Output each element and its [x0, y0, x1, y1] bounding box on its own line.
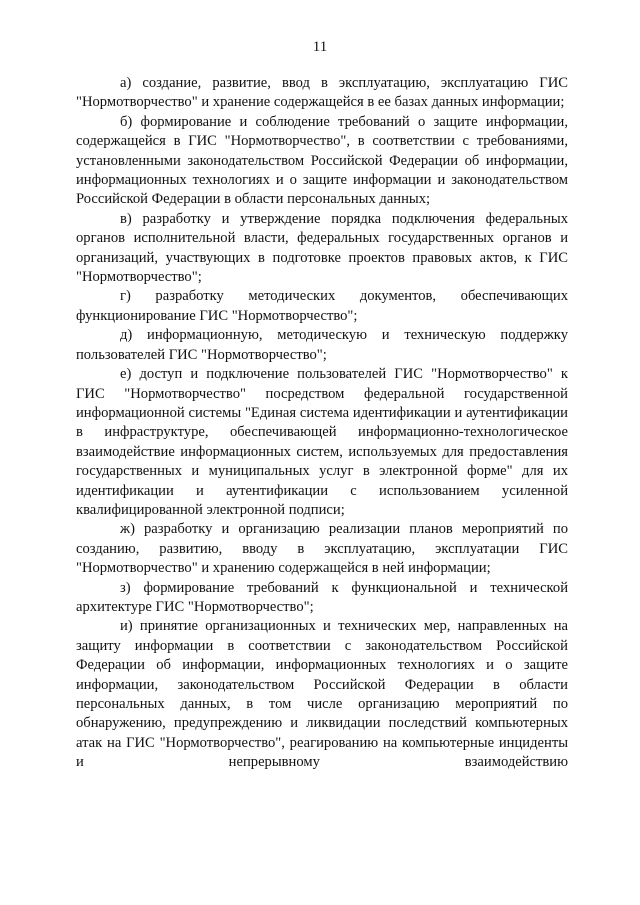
paragraph-zh: ж) разработку и организацию реализации планов мероприятий по созданию, развитию, вводу в эксплуатацию, эксплуатации ГИС "Нормотворчество" и хранению содержащейся в ней информации; — [76, 521, 568, 577]
paragraph-d: д) информационную, методическую и техническую поддержку пользователей ГИС "Нормотворчество"; — [76, 327, 568, 363]
paragraph-b: б) формирование и соблюдение требований о защите информации, содержащейся в ГИС "Нормотворчество", в соответствии с требованиями, установленными законодательством Российской Федерации об информации, информационных технологиях и о защите информации и законодательством Российской Федерации в области персональных данных; — [76, 113, 568, 208]
paragraph-i: и) принятие организационных и технических мер, направленных на защиту информации в соответствии с законодательством Российской Федерации об информации, информационных технологиях и о защите информации, законодательством Российской Федерации в области персональных данных, в том числе организацию мероприятий по обнаружению, предупреждению и ликвидации последствий компьютерных атак на ГИС "Нормотворчество", реагированию на компьютерные инциденты и непрерывному взаимодействию — [76, 618, 568, 771]
paragraph-e: е) доступ и подключение пользователей ГИС "Нормотворчество" к ГИС "Нормотворчество" посредством федеральной государственной информационной системы "Единая система идентификации и аутентификации в инфраструктуре, обеспечивающей информационно-технологическое взаимодействие информационных систем, используемых для предоставления государственных и муниципальных услуг в электронной форме" для их идентификации и аутентификации с использованием усиленной квалифицированной электронной подписи; — [76, 366, 568, 518]
paragraph-z: з) формирование требований к функциональной и технической архитектуре ГИС "Нормотворчество"; — [76, 579, 568, 615]
document-body — [76, 74, 568, 773]
paragraph-a: а) создание, развитие, ввод в эксплуатацию, эксплуатацию ГИС "Нормотворчество" и хранение содержащейся в ее базах данных информации; — [76, 75, 568, 111]
page-number: 11 — [312, 39, 328, 55]
paragraph-v: в) разработку и утверждение порядка подключения федеральных органов исполнительной власти, федеральных государственных органов и организаций, участвующих в подготовке проектов правовых актов, к ГИС "Нормотворчество"; — [76, 210, 568, 286]
paragraph-g: г) разработку методических документов, обеспечивающих функционирование ГИС "Нормотворчество"; — [76, 288, 568, 324]
